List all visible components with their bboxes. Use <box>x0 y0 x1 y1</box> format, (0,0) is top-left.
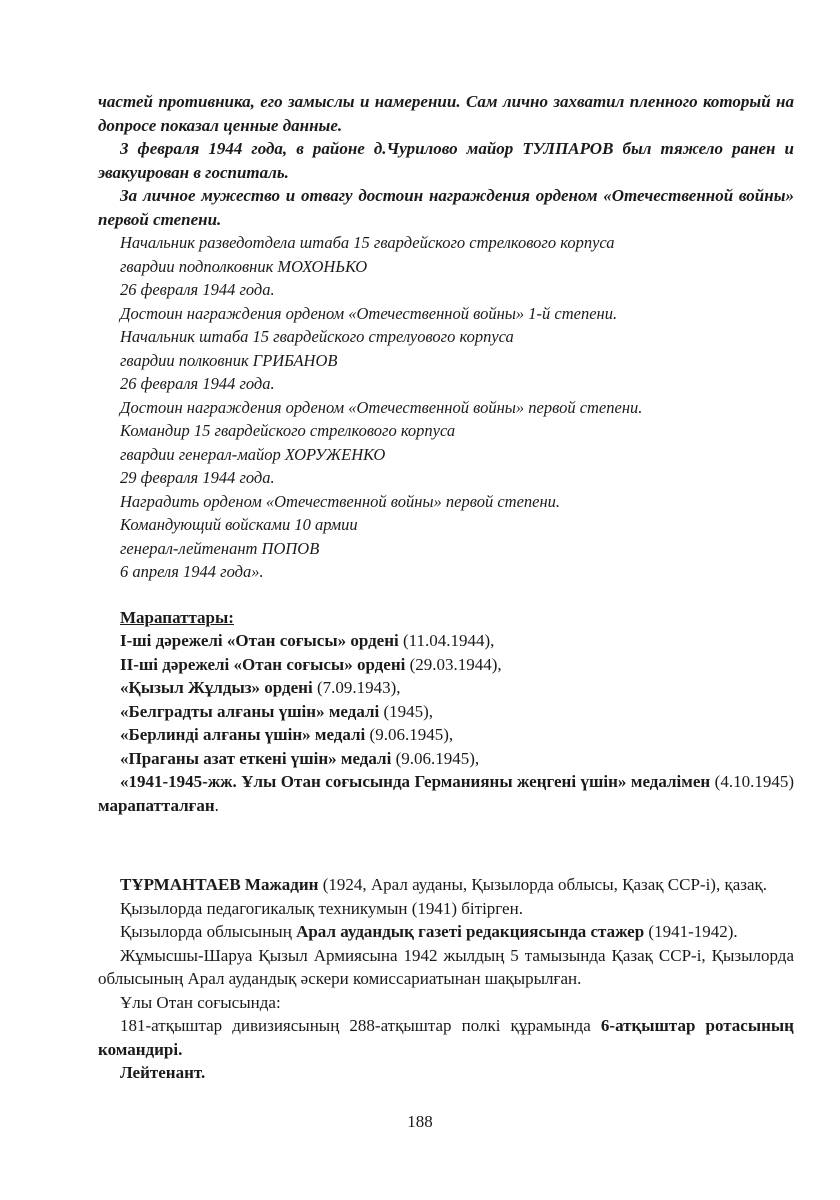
awards-section <box>98 606 794 818</box>
signature-line: Командир 15 гвардейского стрелкового корпуса <box>120 421 456 440</box>
award-item: I-ші дәрежелі «Отан соғысы» ордені (11.04.1944), <box>120 631 495 650</box>
bio-intro: ТҰРМАНТАЕВ Мажадин (1924, Арал ауданы, Қызылорда облысы, Қазақ ССР-і), қазақ. <box>120 875 768 894</box>
award-item: «Берлинді алғаны үшін» медалі (9.06.1945), <box>120 725 454 744</box>
signature-line: Начальник штаба 15 гвардейского стрелуового корпуса <box>120 327 514 346</box>
award-item-final: «1941-1945-жж. Ұлы Отан соғысында Германияны жеңгені үшін» медалімен (4.10.1945) марапатталған. <box>98 772 794 815</box>
signature-line: 26 февраля 1944 года. <box>120 280 275 299</box>
signature-line: Достоин награждения орденом «Отечественной войны» 1-й степени. <box>120 303 618 323</box>
signature-block <box>98 231 794 584</box>
signature-line: Наградить орденом «Отечественной войны» первой степени. <box>120 491 561 511</box>
bio-rank: Лейтенант. <box>120 1063 206 1082</box>
award-item: «Праганы азат еткені үшін» медалі (9.06.1945), <box>120 748 480 768</box>
signature-line: гвардии генерал-майор ХОРУЖЕНКО <box>120 444 386 464</box>
narrative-paragraph-1: частей противника, его замыслы и намерении. Сам лично захватил пленного который на допросе показал ценные данные. <box>98 92 794 135</box>
document-page <box>98 90 794 1085</box>
person-name: ТҰРМАНТАЕВ Мажадин <box>120 875 319 894</box>
narrative-paragraph-2: 3 февраля 1944 года, в районе д.Чурилово майор ТУЛПАРОВ был тяжело ранен и эвакуирован в госпиталь. <box>98 139 794 182</box>
signature-line: Командующий войсками 10 армии <box>120 515 358 534</box>
award-item: «Қызыл Жұлдыз» ордені (7.09.1943), <box>120 678 401 697</box>
award-item: «Белградты алғаны үшін» медалі (1945), <box>120 701 434 721</box>
bio-conscription: Жұмысшы-Шаруа Қызыл Армиясына 1942 жылдың 5 тамызында Қазақ ССР-і, Қызылорда облысының Арал аудандық әскери комиссариатынан шақырылған. <box>98 945 794 988</box>
signature-line: гвардии полковник ГРИБАНОВ <box>120 350 338 370</box>
bio-war: Ұлы Отан соғысында: <box>120 992 281 1012</box>
signature-line: 29 февраля 1944 года. <box>120 468 275 487</box>
signature-line: 6 апреля 1944 года». <box>120 562 264 581</box>
bio-work: Қызылорда облысының Арал аудандық газеті редакциясында стажер (1941-1942). <box>120 922 738 941</box>
signature-line: Начальник разведотдела штаба 15 гвардейского стрелкового корпуса <box>120 233 615 252</box>
award-item: II-ші дәрежелі «Отан соғысы» ордені (29.03.1944), <box>120 654 502 674</box>
biography-section <box>98 873 794 1085</box>
bio-unit: 181-атқыштар дивизиясының 288-атқыштар полкі құрамында 6-атқыштар ротасының командирі. <box>98 1016 794 1059</box>
awards-heading: Марапаттары: <box>120 607 234 627</box>
bio-education: Қызылорда педагогикалық техникумын (1941) бітірген. <box>120 898 523 918</box>
narrative-paragraph-3: За личное мужество и отвагу достоин награждения орденом «Отечественной войны» первой степени. <box>98 186 794 229</box>
signature-line: гвардии подполковник МОХОНЬКО <box>120 256 368 276</box>
page-number: 188 <box>407 1112 433 1131</box>
signature-line: Достоин награждения орденом «Отечественной войны» первой степени. <box>120 397 643 417</box>
signature-line: 26 февраля 1944 года. <box>120 374 275 393</box>
signature-line: генерал-лейтенант ПОПОВ <box>120 538 320 558</box>
